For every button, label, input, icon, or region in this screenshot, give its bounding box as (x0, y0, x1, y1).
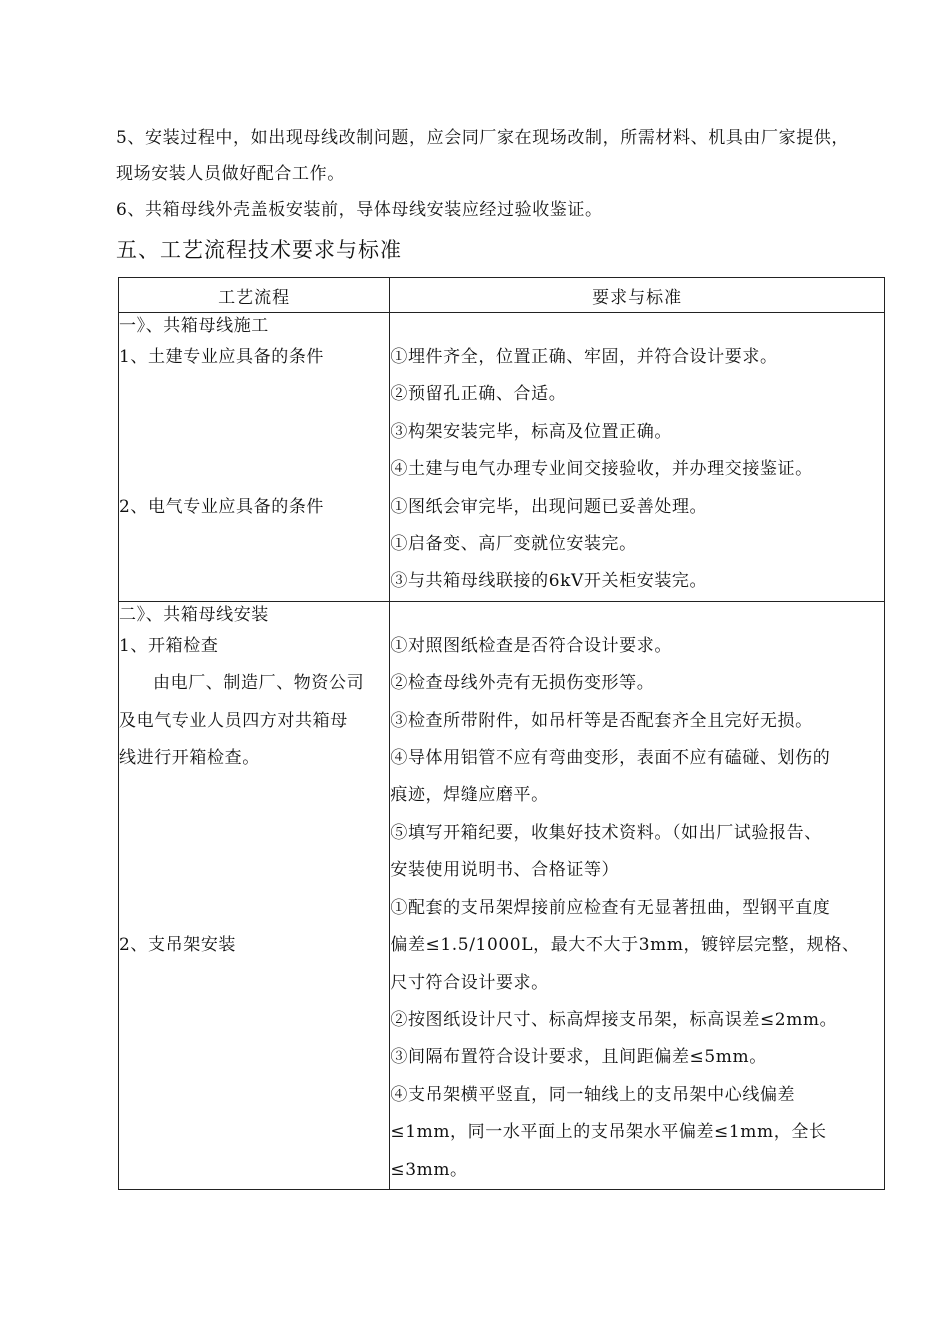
group2-req-1: ①对照图纸检查是否符合设计要求。 (390, 635, 672, 656)
process-table (118, 277, 885, 1190)
group2-req-14: ≤1mm，同一水平面上的支吊架水平偏差≤1mm，全长 (390, 1122, 827, 1143)
paragraph-5-line1: 5、安装过程中，如出现母线改制问题，应会同厂家在现场改制，所需材料、机具由厂家提供， (116, 128, 850, 148)
group1-item2: 2、电气专业应具备的条件 (119, 496, 325, 517)
group2-req-4: ④导体用铝管不应有弯曲变形，表面不应有磕碰、划伤的 (390, 748, 831, 769)
group1-item1: 1、土建专业应具备的条件 (119, 347, 325, 367)
group2-req-7: 安装使用说明书、合格证等） (390, 860, 620, 881)
group2-req-12: ③间隔布置符合设计要求，且间距偏差≤5mm。 (390, 1047, 767, 1068)
table-header-row (119, 278, 885, 313)
group2-desc-line3: 线进行开箱检查。 (119, 748, 260, 769)
header-process: 工艺流程 (119, 278, 390, 313)
table-row-group2 (119, 601, 885, 1189)
group1-req-5: ①图纸会审完毕，出现问题已妥善处理。 (390, 496, 708, 517)
header-requirements: 要求与标准 (390, 278, 885, 313)
group2-desc-line1: 由电厂、制造厂、物资公司 (153, 673, 365, 694)
group1-req-2: ②预留孔正确、合适。 (390, 384, 567, 405)
paragraph-5-line2: 现场安装人员做好配合工作。 (116, 164, 345, 184)
group2-req-15: ≤3mm。 (390, 1159, 468, 1180)
group1-req-1: ①埋件齐全，位置正确、牢固，并符合设计要求。 (390, 347, 778, 367)
group2-desc-line2: 及电气专业人员四方对共箱母 (119, 710, 348, 731)
group2-req-10: 尺寸符合设计要求。 (390, 972, 549, 993)
intro-paragraphs (116, 120, 886, 228)
group2-item1: 1、开箱检查 (119, 635, 219, 656)
group1-req-6: ①启备变、高厂变就位安装完。 (390, 534, 637, 555)
group2-right-cell (390, 601, 885, 1189)
group2-req-2: ②检查母线外壳有无损伤变形等。 (390, 673, 655, 694)
group2-req-9: 偏差≤1.5/1000L，最大不大于3mm，镀锌层完整，规格、 (390, 935, 860, 956)
group1-req-3: ③构架安装完毕，标高及位置正确。 (390, 421, 672, 442)
group2-title: 二》、共箱母线安装 (119, 604, 269, 625)
paragraph-6: 6、共箱母线外壳盖板安装前，导体母线安装应经过验收鉴证。 (116, 200, 603, 220)
group2-req-11: ②按图纸设计尺寸、标高焊接支吊架，标高误差≤2mm。 (390, 1009, 838, 1030)
group2-req-8: ①配套的支吊架焊接前应检查有无显著扭曲，型钢平直度 (390, 897, 831, 918)
group1-right-cell (390, 313, 885, 602)
group1-left-cell (119, 313, 390, 602)
group1-req-4: ④土建与电气办理专业间交接验收，并办理交接鉴证。 (390, 459, 813, 480)
group2-req-13: ④支吊架横平竖直，同一轴线上的支吊架中心线偏差 (390, 1084, 796, 1105)
section-title: 五、工艺流程技术要求与标准 (116, 238, 402, 262)
group2-req-3: ③检查所带附件，如吊杆等是否配套齐全且完好无损。 (390, 710, 813, 731)
table-row-group1 (119, 313, 885, 602)
group1-req-7: ③与共箱母线联接的6kV开关柜安装完。 (390, 571, 708, 592)
group2-req-6: ⑤填写开箱纪要，收集好技术资料。（如出厂试验报告、 (390, 822, 822, 843)
group2-left-cell (119, 601, 390, 1189)
group1-title: 一》、共箱母线施工 (119, 316, 269, 336)
group2-req-5: 痕迹，焊缝应磨平。 (390, 785, 549, 806)
group2-item2: 2、支吊架安装 (119, 935, 237, 956)
